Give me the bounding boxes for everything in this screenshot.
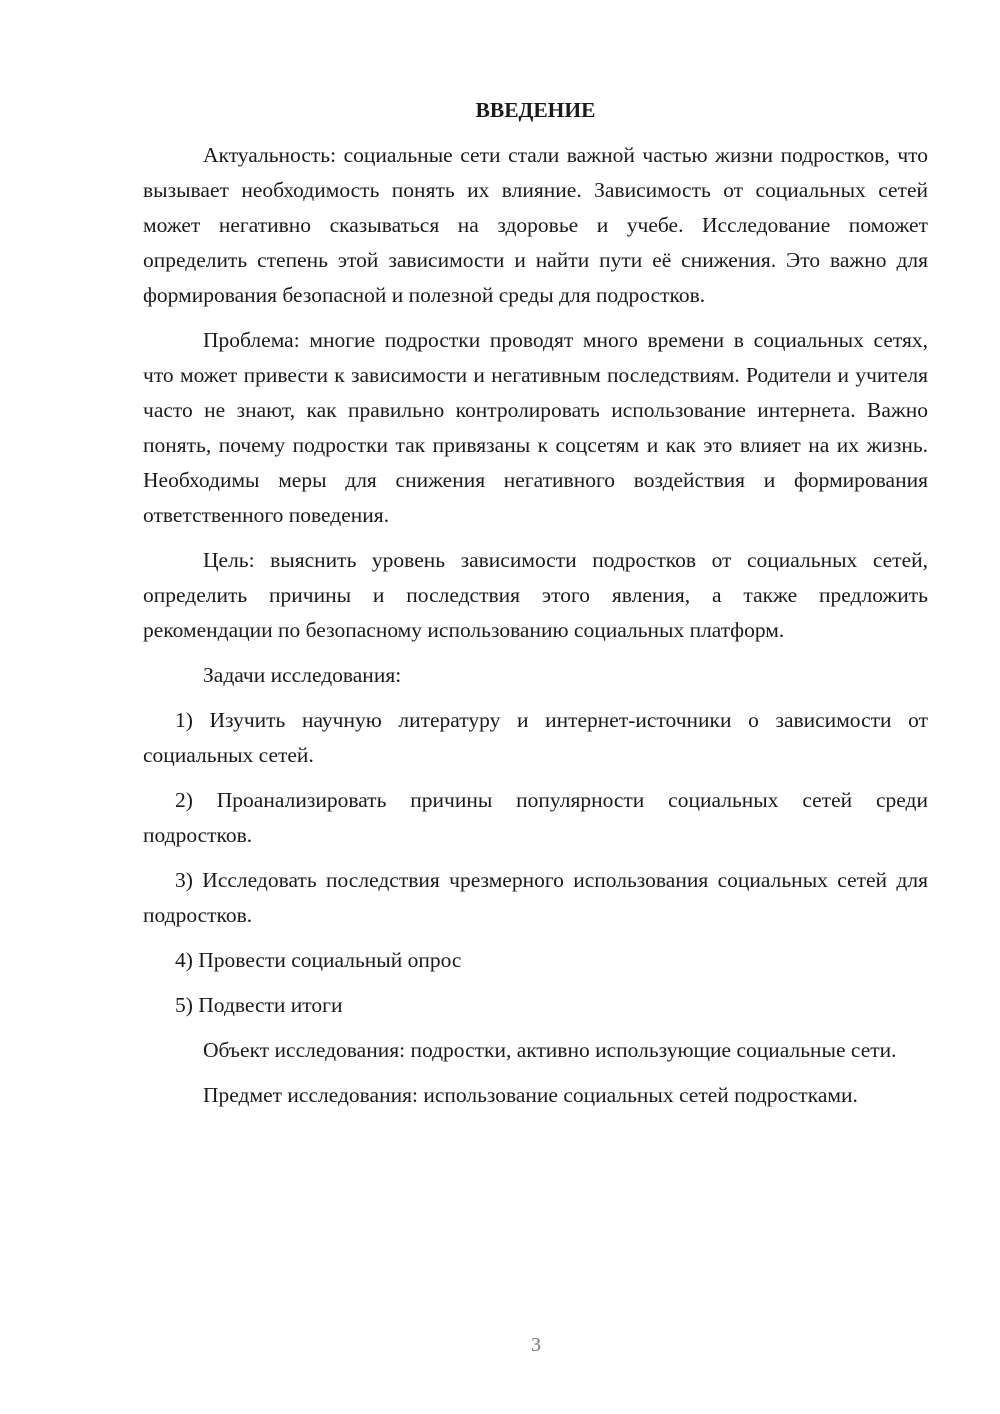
page-title: ВВЕДЕНИЕ — [475, 98, 596, 122]
paragraph-tasks-heading: Задачи исследования: — [203, 663, 402, 687]
page-number: 3 — [531, 1334, 541, 1356]
task-item-4: 4) Провести социальный опрос — [175, 948, 462, 972]
paragraph-relevance: Актуальность: социальные сети стали важной частью жизни подростков, что вызывает необходимость понять их влияние. Зависимость от социальных сетей может негативно сказываться на здоровье и учебе. Исследование поможет определить степень этой зависимости и найти пути её снижения. Это важно для формирования безопасной и полезной среды для подростков. — [143, 143, 928, 307]
paragraph-object: Объект исследования: подростки, активно использующие социальные сети. — [203, 1038, 897, 1062]
paragraph-problem: Проблема: многие подростки проводят много времени в социальных сетях, что может привести к зависимости и негативным последствиям. Родители и учителя часто не знают, как правильно контролировать использование интернета. Важно понять, почему подростки так привязаны к соцсетям и как это влияет на их жизнь. Необходимы меры для снижения негативного воздействия и формирования ответственного поведения. — [143, 328, 928, 527]
task-item-2: 2) Проанализировать причины популярности социальных сетей среди подростков. — [143, 788, 928, 847]
paragraph-goal: Цель: выяснить уровень зависимости подростков от социальных сетей, определить причины и последствия этого явления, а также предложить рекомендации по безопасному использованию социальных платформ. — [143, 548, 928, 642]
task-item-1: 1) Изучить научную литературу и интернет-источники о зависимости от социальных сетей. — [143, 708, 928, 767]
task-item-5: 5) Подвести итоги — [175, 993, 343, 1017]
paragraph-subject: Предмет исследования: использование социальных сетей подростками. — [203, 1083, 858, 1107]
task-item-3: 3) Исследовать последствия чрезмерного использования социальных сетей для подростков. — [143, 868, 928, 927]
document-body — [143, 95, 928, 1123]
